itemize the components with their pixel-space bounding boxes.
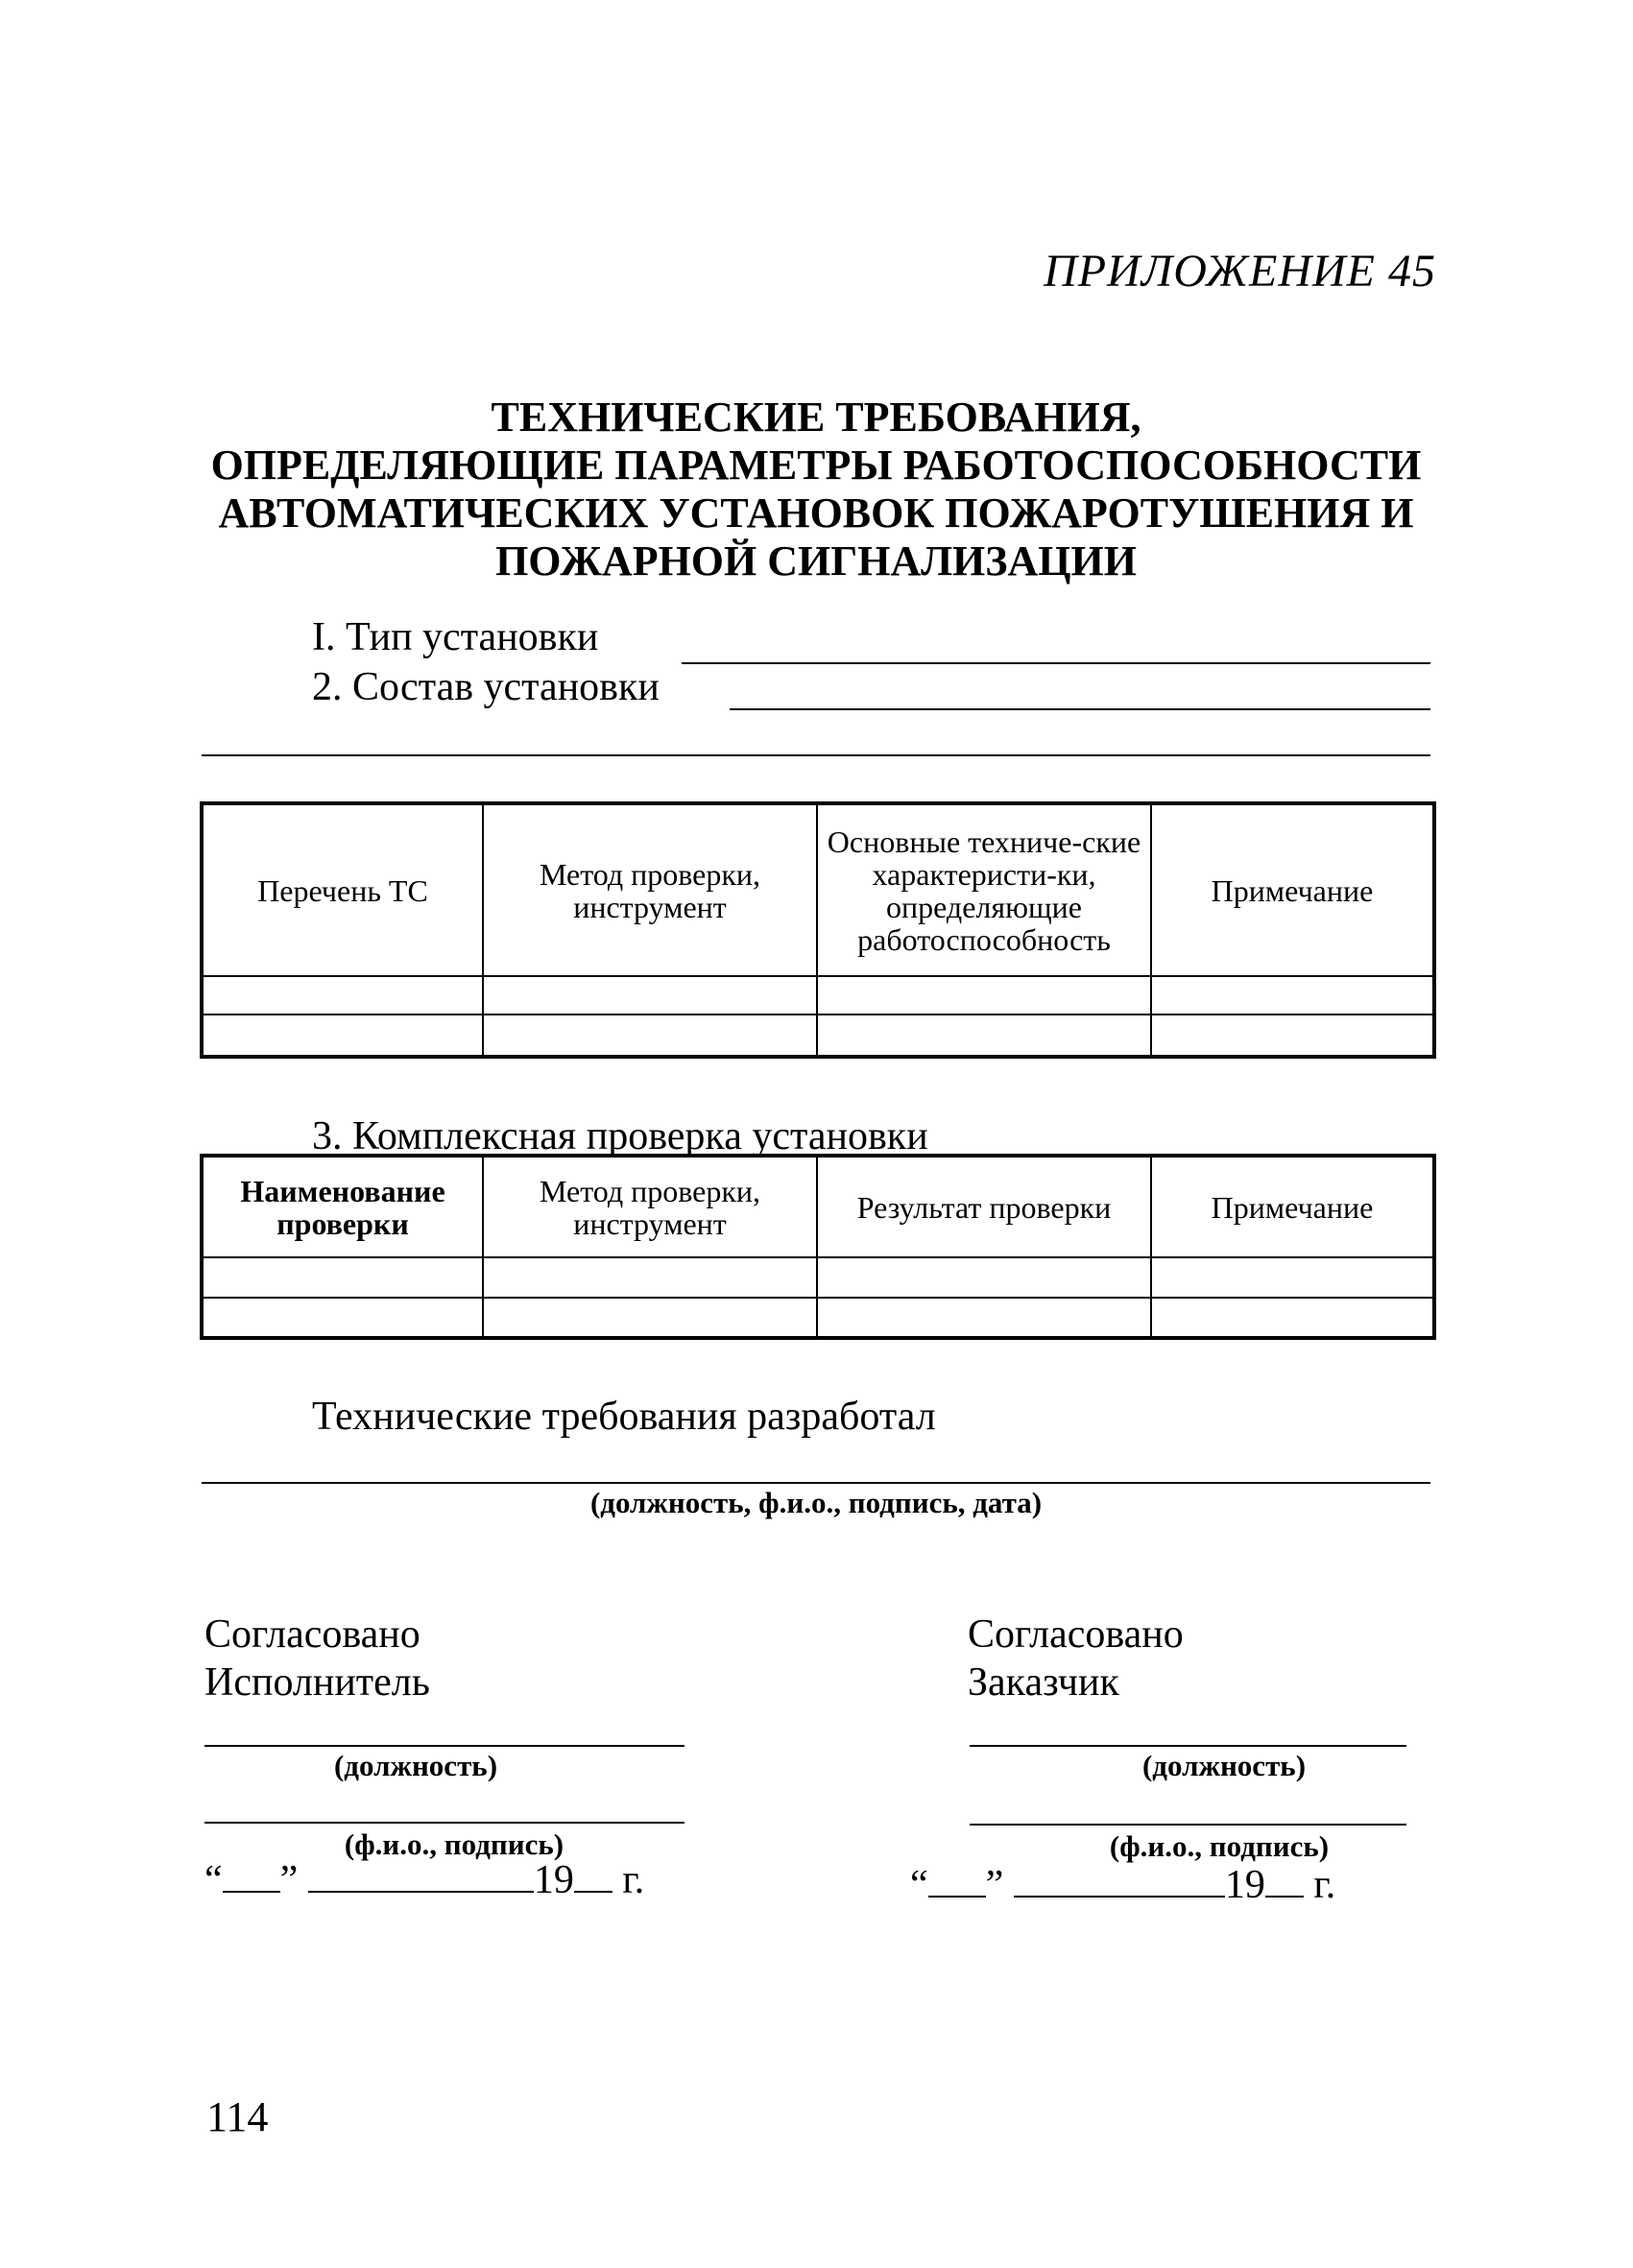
table-cell[interactable]	[1151, 1015, 1434, 1057]
header-cell: Результат проверки	[817, 1156, 1151, 1257]
approved-label: Согласовано	[204, 1612, 420, 1657]
customer-date-row	[910, 1862, 1335, 1908]
table-row	[202, 1257, 1434, 1298]
table-cell[interactable]	[202, 1015, 483, 1057]
title-line: ОПРЕДЕЛЯЮЩИЕ ПАРАМЕТРЫ РАБОТОСПОСОБНОСТИ	[210, 442, 1422, 489]
table-cell[interactable]	[1151, 1298, 1434, 1338]
open-quote: “	[910, 1863, 928, 1907]
title-line: ТЕХНИЧЕСКИЕ ТРЕБОВАНИЯ,	[491, 394, 1141, 441]
title-line: ПОЖАРНОЙ СИГНАЛИЗАЦИИ	[495, 537, 1137, 585]
developer-caption: (должность, ф.и.о., подпись, дата)	[589, 1486, 1043, 1519]
executor-position-caption: (должность)	[333, 1749, 498, 1782]
table-row	[202, 1015, 1434, 1057]
header-cell: Примечание	[1151, 803, 1434, 976]
table-cell[interactable]	[817, 976, 1151, 1015]
table-cell[interactable]	[817, 1015, 1151, 1057]
customer-day-field[interactable]	[928, 1863, 986, 1898]
table-cell[interactable]	[202, 976, 483, 1015]
table-header-row	[202, 1156, 1434, 1257]
title-line: АВТОМАТИЧЕСКИХ УСТАНОВОК ПОЖАРОТУШЕНИЯ И	[218, 489, 1414, 537]
table-header-row	[202, 803, 1434, 976]
executor-month-field[interactable]	[308, 1858, 534, 1893]
executor-label: Исполнитель	[204, 1660, 430, 1705]
year-suffix: г.	[1313, 1863, 1336, 1907]
document-title	[192, 394, 1440, 585]
table-cell[interactable]	[483, 1298, 817, 1338]
year-prefix: 19	[1224, 1863, 1265, 1907]
executor-day-field[interactable]	[223, 1858, 280, 1893]
table-cell[interactable]	[483, 976, 817, 1015]
page-number: 114	[206, 2093, 269, 2140]
table-cell[interactable]	[817, 1257, 1151, 1298]
close-quote: ”	[279, 1858, 299, 1902]
customer-label: Заказчик	[968, 1660, 1119, 1705]
table-row	[202, 976, 1434, 1015]
executor-approval-block	[204, 1611, 430, 1707]
table-cell[interactable]	[817, 1298, 1151, 1338]
table-cell[interactable]	[202, 1298, 483, 1338]
executor-date-row	[204, 1857, 644, 1903]
continuation-line[interactable]	[202, 754, 1430, 756]
section-complex-check-heading: 3. Комплексная проверка установки	[312, 1114, 928, 1158]
table-cell[interactable]	[1151, 1257, 1434, 1298]
technical-specs-table	[200, 801, 1436, 1059]
open-quote: “	[204, 1858, 223, 1902]
field-installation-type-label: I. Тип установки	[312, 615, 599, 659]
table-row	[202, 1298, 1434, 1338]
field-installation-type-line[interactable]	[682, 662, 1430, 664]
complex-check-table	[200, 1154, 1436, 1340]
field-installation-composition-label: 2. Состав установки	[312, 665, 660, 709]
header-cell: Примечание	[1151, 1156, 1434, 1257]
header-cell: Перечень ТС	[202, 803, 483, 976]
table-cell[interactable]	[483, 1015, 817, 1057]
customer-name-caption: (ф.и.о., подпись)	[1109, 1829, 1330, 1863]
customer-year-field[interactable]	[1265, 1863, 1304, 1898]
appendix-label: ПРИЛОЖЕНИЕ 45	[1044, 246, 1436, 297]
executor-name-line[interactable]	[204, 1822, 684, 1824]
approved-label: Согласовано	[968, 1612, 1184, 1657]
developer-signature-line[interactable]	[202, 1482, 1430, 1484]
customer-name-line[interactable]	[970, 1824, 1406, 1826]
header-cell: Основные техниче-ские характеристи-ки, определяющие работоспособность	[817, 803, 1151, 976]
table-cell[interactable]	[202, 1257, 483, 1298]
customer-approval-block	[968, 1611, 1184, 1707]
table-cell[interactable]	[1151, 976, 1434, 1015]
header-cell: Метод проверки, инструмент	[483, 803, 817, 976]
table-cell[interactable]	[483, 1257, 817, 1298]
year-suffix: г.	[622, 1858, 645, 1902]
executor-year-field[interactable]	[574, 1858, 612, 1893]
executor-name-caption: (ф.и.о., подпись)	[344, 1827, 564, 1861]
executor-position-line[interactable]	[204, 1745, 684, 1747]
year-prefix: 19	[533, 1858, 574, 1902]
header-cell: Метод проверки, инструмент	[483, 1156, 817, 1257]
customer-position-line[interactable]	[970, 1745, 1406, 1747]
developer-label: Технические требования разработал	[312, 1395, 936, 1439]
header-cell: Наименование проверки	[202, 1156, 483, 1257]
customer-month-field[interactable]	[1014, 1863, 1225, 1898]
customer-position-caption: (должность)	[1141, 1749, 1307, 1782]
field-installation-composition-line[interactable]	[730, 708, 1430, 710]
close-quote: ”	[985, 1863, 1004, 1907]
